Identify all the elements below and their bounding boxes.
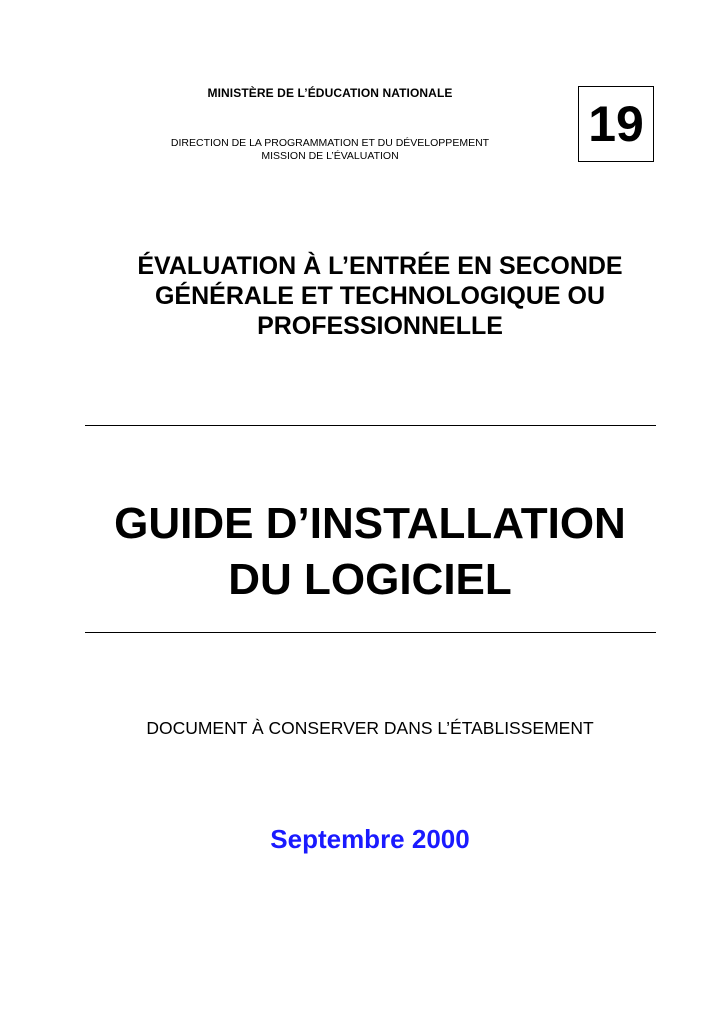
divider-top <box>85 425 656 426</box>
direction-block <box>80 137 580 163</box>
ministry-heading: MINISTÈRE DE L’ÉDUCATION NATIONALE <box>207 86 453 100</box>
publication-date: Septembre 2000 <box>270 824 470 854</box>
guide-title-line: GUIDE D’INSTALLATION <box>114 499 626 548</box>
mission-line: MISSION DE L’ÉVALUATION <box>261 150 399 162</box>
evaluation-title-line: ÉVALUATION À L’ENTRÉE EN SECONDE <box>137 252 623 280</box>
evaluation-title <box>60 251 700 341</box>
evaluation-title-line: GÉNÉRALE ET TECHNOLOGIQUE OU <box>154 282 606 310</box>
guide-title <box>40 496 700 608</box>
guide-title-line: DU LOGICIEL <box>228 555 512 604</box>
document-number-box: 19 <box>578 86 654 162</box>
evaluation-title-line: PROFESSIONNELLE <box>257 312 503 340</box>
divider-bottom <box>85 632 656 633</box>
conservation-notice: DOCUMENT À CONSERVER DANS L’ÉTABLISSEMENT <box>146 718 594 738</box>
direction-line: DIRECTION DE LA PROGRAMMATION ET DU DÉVELOPPEMENT <box>170 137 490 149</box>
